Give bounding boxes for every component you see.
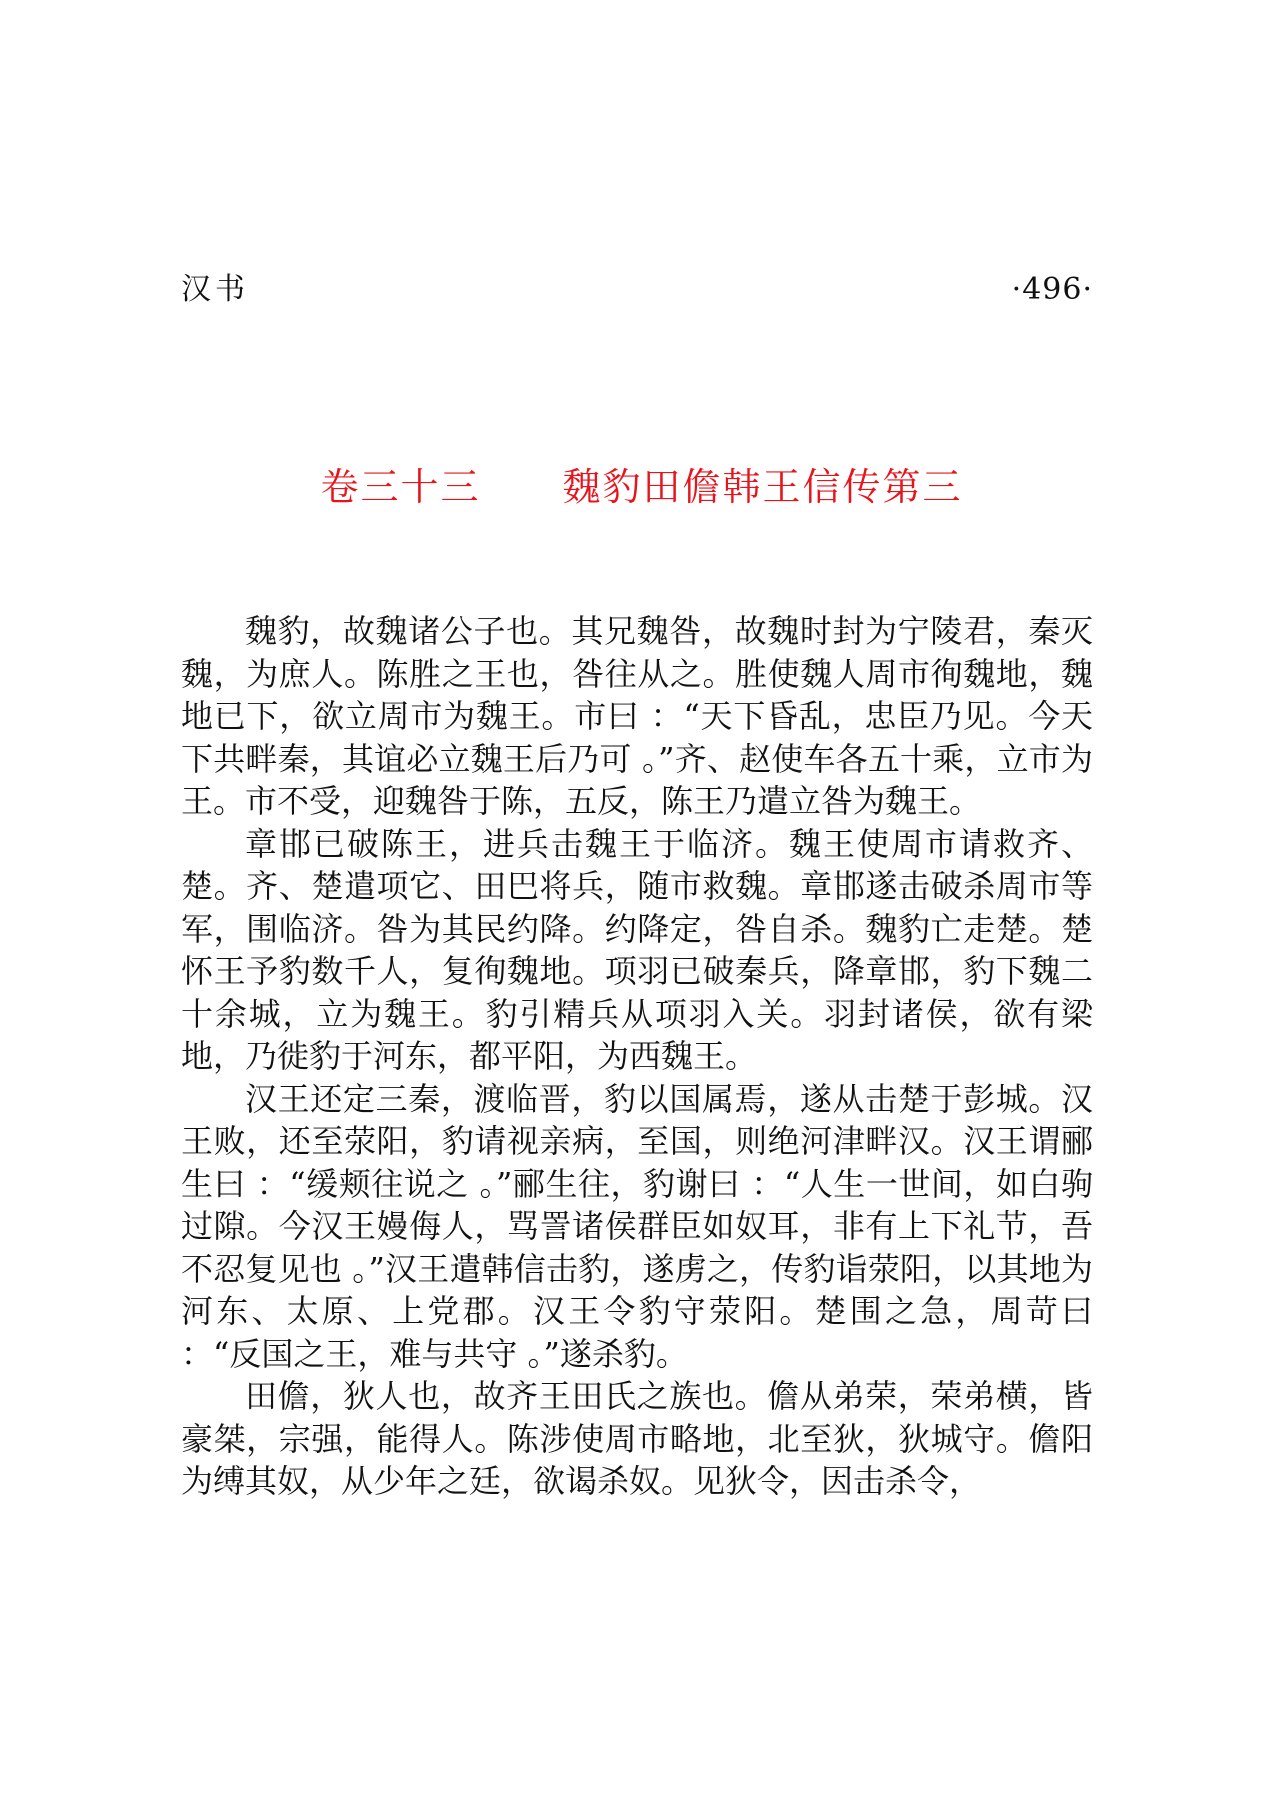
chapter-title	[0, 462, 1283, 512]
body-text	[181, 610, 1093, 1503]
book-title: 汉书	[181, 272, 249, 307]
paragraph: 田儋，狄人也，故齐王田氏之族也。儋从弟荣，荣弟横，皆豪桀，宗强，能得人。陈涉使周市略地，北至狄，狄城守。儋阳为缚其奴，从少年之廷，欲谒杀奴。见狄令，因击杀令，	[181, 1377, 1093, 1500]
chapter-name: 魏豹田儋韩王信传第三	[562, 465, 963, 509]
paragraph: 章邯已破陈王，进兵击魏王于临济。魏王使周市请救齐、楚。齐、楚遣项它、田巴将兵，随市救魏。章邯遂击破杀周市等军，围临济。咎为其民约降。约降定，咎自杀。魏豹亡走楚。楚怀王予豹数千人，复徇魏地。项羽已破秦兵，降章邯，豹下魏二十余城，立为魏王。豹引精兵从项羽入关。羽封诸侯，欲有梁地，乃徙豹于河东，都平阳，为西魏王。	[181, 824, 1093, 1075]
chapter-volume: 卷三十三	[320, 465, 481, 509]
page-number: ·496·	[1011, 272, 1093, 307]
paragraph: 汉王还定三秦，渡临晋，豹以国属焉，遂从击楚于彭城。汉王败，还至荥阳，豹请视亲病，至国，则绝河津畔汉。汉王谓郦生曰 ：“缓颊往说之 。”郦生往，豹谢曰 ：“人生一世间，如白驹过隙。今汉王嫚侮人，骂詈诸侯群臣如奴耳，非有上下礼节，吾不忍复见也 。”汉王遣韩信击豹，遂虏之，传豹诣荥阳，以其地为河东、太原、上党郡。汉王令豹守荥阳。楚围之急，周苛曰 ：“反国之王，难与共守 。”遂杀豹。	[181, 1079, 1093, 1373]
paragraph: 魏豹，故魏诸公子也。其兄魏咎，故魏时封为宁陵君，秦灭魏，为庶人。陈胜之王也，咎往从之。胜使魏人周市徇魏地，魏地已下，欲立周市为魏王。市曰 ：“天下昏乱，忠臣乃见。今天下共畔秦，其谊必立魏王后乃可 。”齐、赵使车各五十乘，立市为王。市不受，迎魏咎于陈，五反，陈王乃遣立咎为魏王。	[181, 612, 1093, 820]
